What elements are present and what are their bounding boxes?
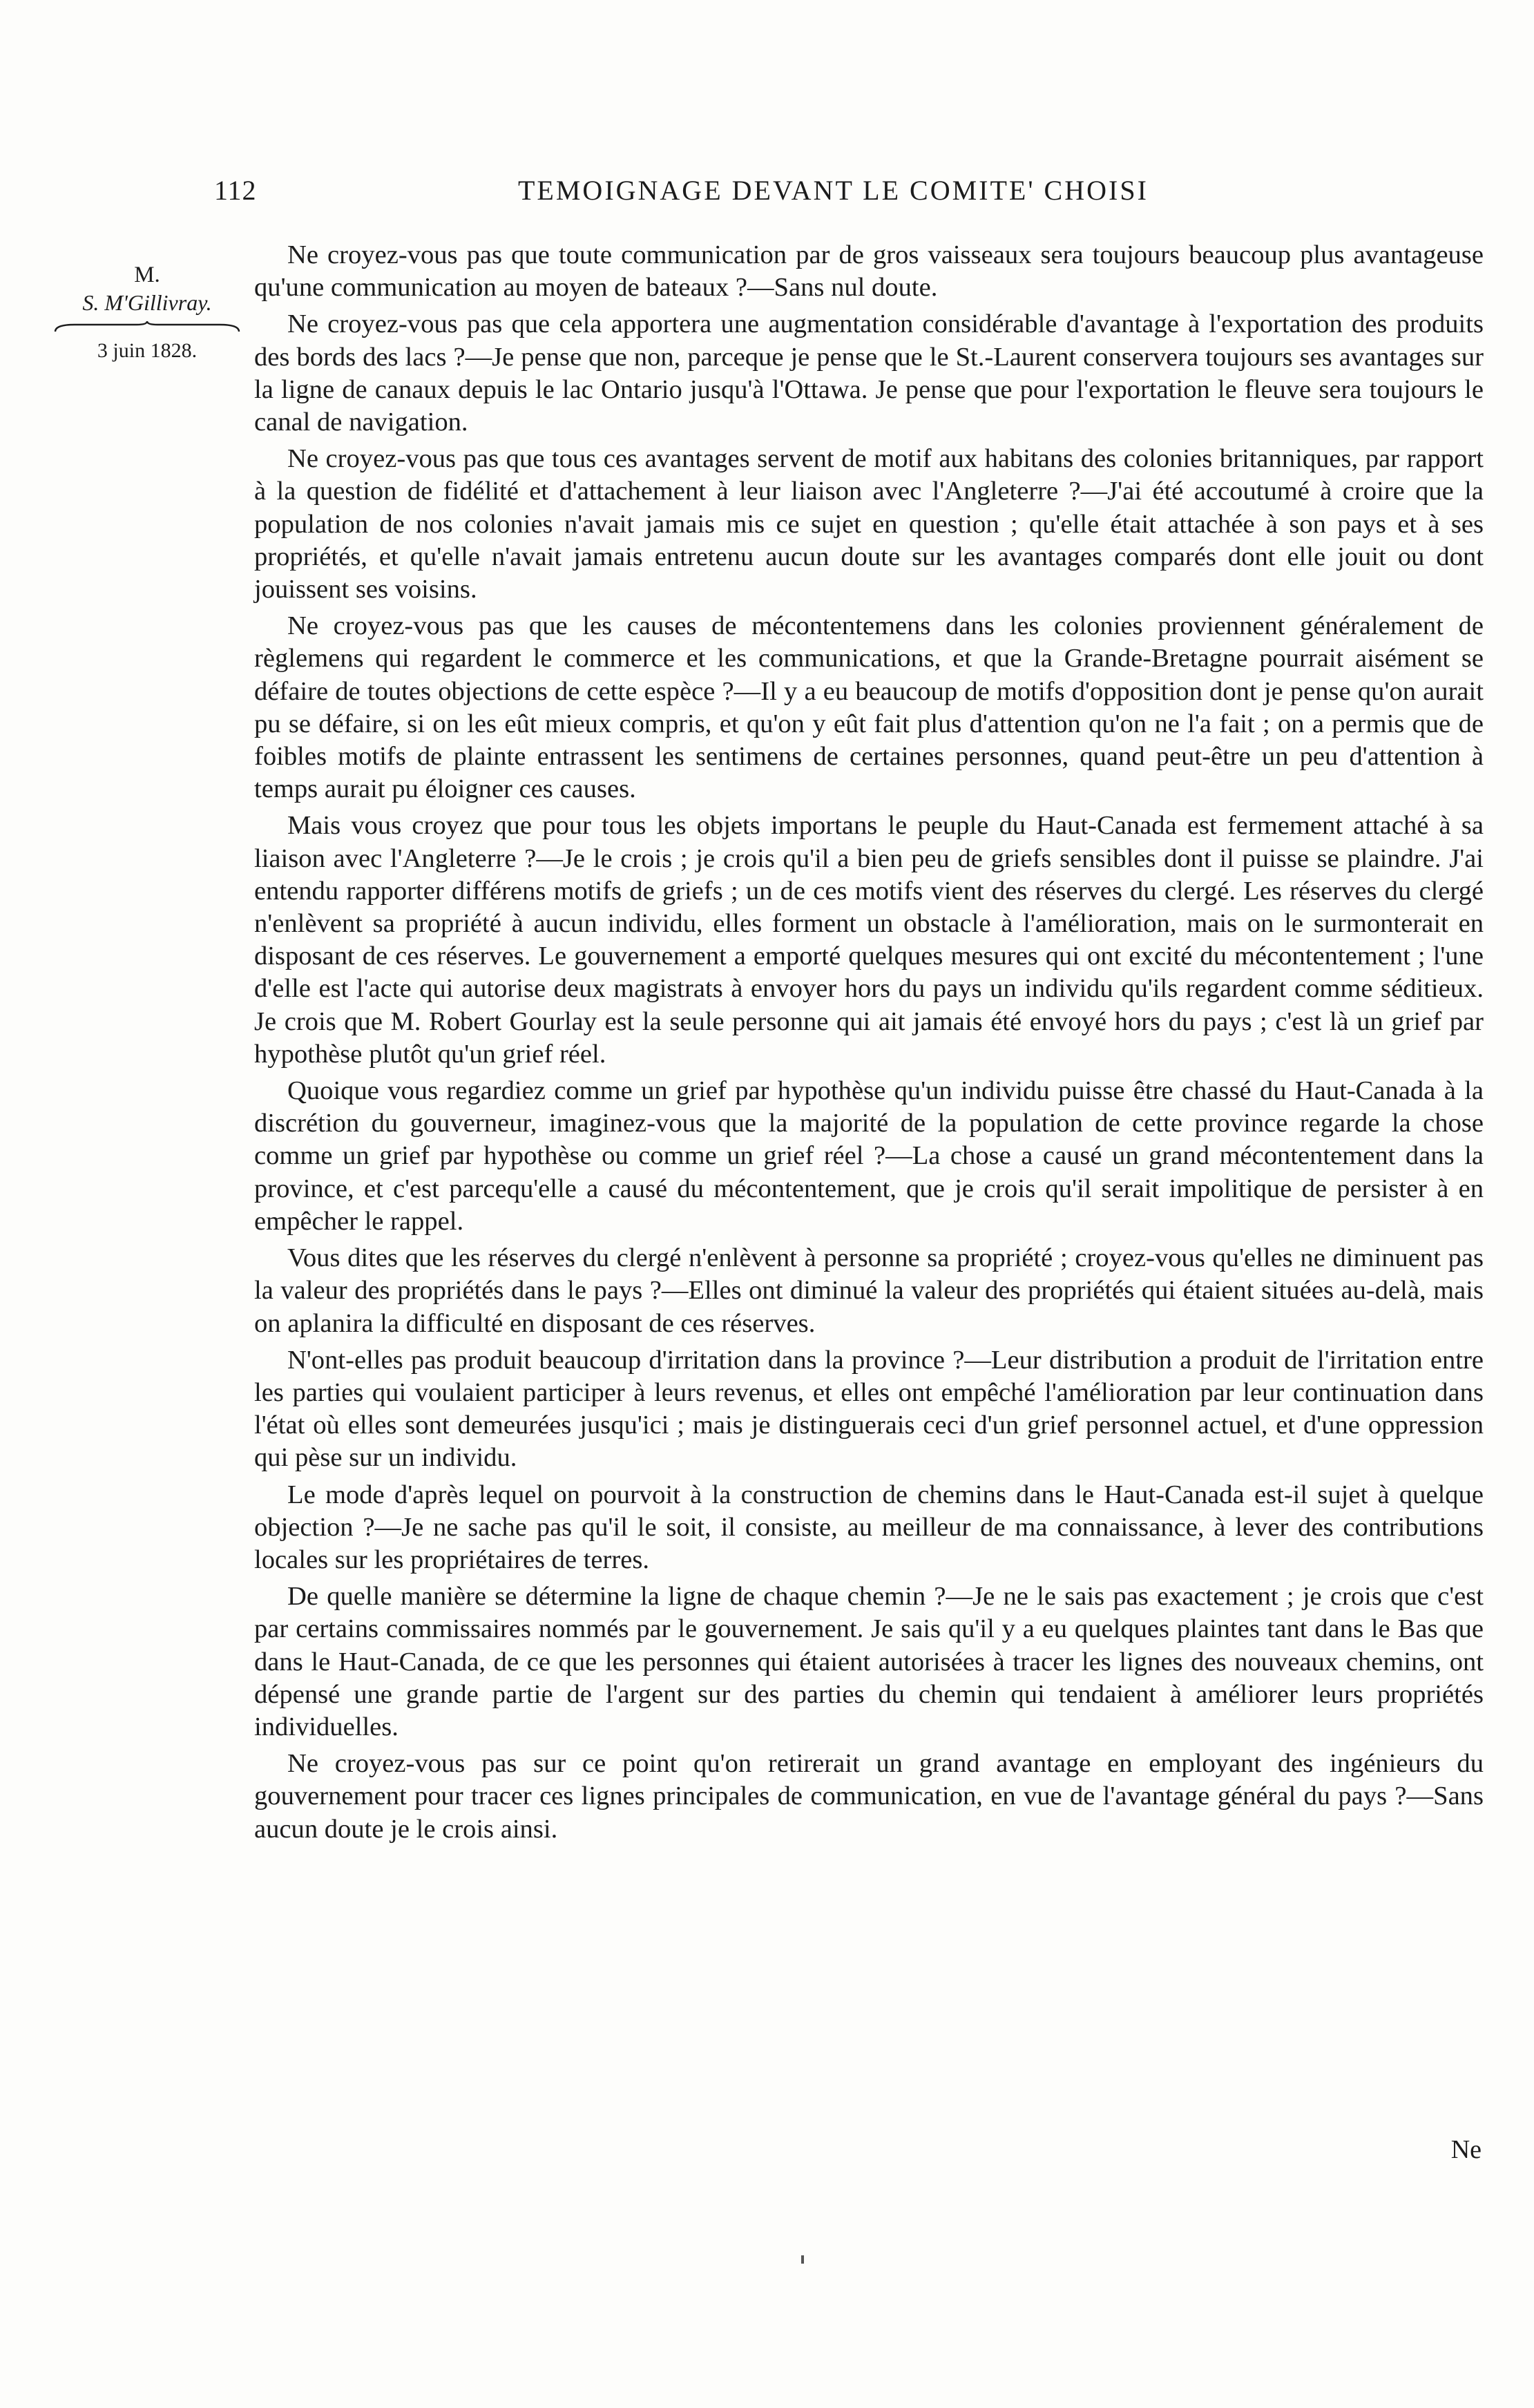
paragraph: Quoique vous regardiez comme un grief par hypothèse qu'un individu puisse être chassé du Haut-Canada à la discrétion du gouverneur, imaginez-vous que la majorité de la population de cette province regarde la chose comme un grief par hypothèse ou comme un grief réel ?—La chose a causé un grand mécontentement dans la province, et c'est parcequ'elle a causé du mécontentement, que je crois qu'il serait impolitique de persister à en empêcher le rappel. (254, 1076, 1484, 1236)
paragraph: Ne croyez-vous pas que les causes de mécontentemens dans les colonies proviennent généralement de règlemens qui regardent le commerce et les communications, et que la Grande-Bretagne pourrait aisément se défaire de toutes objections de cette espèce ?—Il y a eu beaucoup de motifs d'opposition dont je pense qu'on aurait pu se défaire, si on les eût mieux compris, et qu'on y eût fait plus d'attention qu'on ne l'a fait ; on a permis que de foibles motifs de plainte entrassent les sentimens de certaines personnes, quand peut-être un peu d'attention à temps aurait pu éloigner ces causes. (254, 611, 1484, 804)
page-header (214, 174, 1478, 213)
paragraph: Ne croyez-vous pas sur ce point qu'on retirerait un grand avantage en employant des ingénieurs du gouvernement pour tracer ces lignes principales de communication, en vue de l'avantage général du pays ?—Sans aucun doute je le crois ainsi. (254, 1749, 1484, 1844)
print-speck (801, 2255, 804, 2264)
margin-note (47, 261, 247, 365)
margin-note-name: S. M'Gillivray. (82, 290, 212, 315)
running-title: TEMOIGNAGE DEVANT LE COMITE' CHOISI (518, 175, 1149, 206)
paragraph: Mais vous croyez que pour tous les objets importans le peuple du Haut-Canada est fermement attaché à sa liaison avec l'Angleterre ?—Je le crois ; je crois qu'il a bien peu de griefs sensibles dont il puisse se plaindre. J'ai entendu rapporter différens motifs de griefs ; un de ces motifs vient des réserves du clergé. Les réserves du clergé n'enlèvent sa propriété à aucun individu, elles forment un obstacle à l'amélioration, mais on le surmonterait en disposant de ces réserves. Le gouvernement a emporté quelques mesures qui ont excité du mécontentement ; l'une d'elle est l'acte qui autorise deux magistrats à envoyer hors du pays un individu qu'ils regardent comme séditieux. Je crois que M. Robert Gourlay est la seule personne qui ait jamais été envoyé hors du pays ; c'est là un grief par hypothèse plutôt qu'un grief réel. (254, 811, 1484, 1069)
page-number: 112 (214, 175, 257, 206)
paragraph: De quelle manière se détermine la ligne de chaque chemin ?—Je ne le sais pas exactement ; je crois que c'est par certains commissaires nommés par le gouvernement. Je sais qu'il y a eu quelques plaintes tant dans le Bas que dans le Haut-Canada, de ce que les personnes qui étaient autorisées à tracer les lignes des nouveaux chemins, ont dépensé une grande partie de l'argent sur des parties du chemin qui tendaient à améliorer leurs propriétés individuelles. (254, 1582, 1484, 1741)
paragraph: N'ont-elles pas produit beaucoup d'irritation dans la province ?—Leur distribution a produit de l'irritation entre les parties qui voulaient participer à leurs revenus, et elles ont empêché l'amélioration par leur continuation dans l'état où elles sont demeurées jusqu'ici ; mais je distinguerais ceci d'un grief personnel actuel, et d'une oppression qui pèse sur un individu. (254, 1345, 1484, 1473)
paragraph: Le mode d'après lequel on pourvoit à la construction de chemins dans le Haut-Canada est-il sujet à quelque objection ?—Je ne sache pas qu'il le soit, il consiste, au meilleur de ma connaissance, à lever des contributions locales sur les propriétaires de terres. (254, 1480, 1484, 1574)
margin-note-date: 3 juin 1828. (97, 339, 198, 362)
margin-note-initial: M. (134, 262, 160, 287)
testimony-text (254, 239, 1484, 1850)
paragraph: Ne croyez-vous pas que tous ces avantages servent de motif aux habitans des colonies britanniques, par rapport à la question de fidélité et d'attachement à leur liaison avec l'Angleterre ?—J'ai été accoutumé à croire que la population de nos colonies n'avait jamais mis ce sujet en question ; qu'elle était attachée à son pays et à ses propriétés, et qu'elle n'avait jamais entretenu aucun doute sur les avantages comparés dont elle jouit ou dont jouissent ses voisins. (254, 444, 1484, 604)
paragraph: Ne croyez-vous pas que cela apportera une augmentation considérable d'avantage à l'exportation des produits des bords des lacs ?—Je pense que non, parceque je pense que le St.-Laurent conservera toujours ses avantages sur la ligne de canaux depuis le lac Ontario jusqu'à l'Ottawa. Je pense que pour l'exportation le fleuve sera toujours le canal de navigation. (254, 309, 1484, 437)
catchword: Ne (1450, 2135, 1482, 2164)
paragraph: Vous dites que les réserves du clergé n'enlèvent à personne sa propriété ; croyez-vous qu'elles ne diminuent pas la valeur des propriétés dans le pays ?—Elles ont diminué la valeur des propriétés qui étaient situées au-delà, mais on aplanira la difficulté en disposant de ces réserves. (254, 1243, 1484, 1338)
brace-divider (54, 321, 240, 334)
paragraph: Ne croyez-vous pas que toute communication par de gros vaisseaux sera toujours beaucoup plus avantageuse qu'une communication au moyen de bateaux ?—Sans nul doute. (254, 240, 1484, 303)
